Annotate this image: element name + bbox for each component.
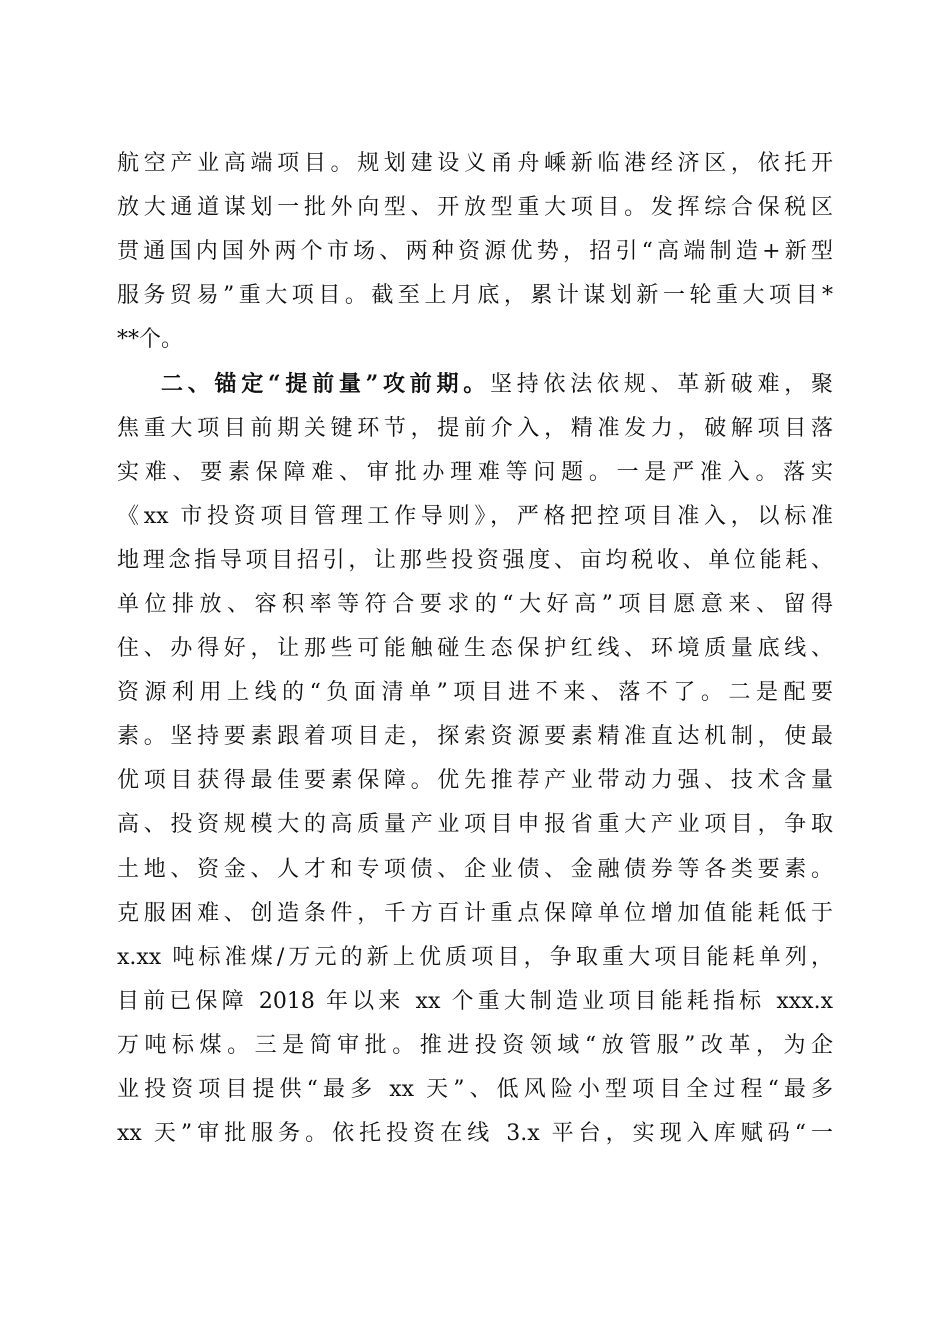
paragraph-1-line-2: 放大通道谋划一批外向型、开放型重大项目。发挥综合保税区 [117, 195, 833, 221]
paragraph-2-line: 实难、要素保障难、审批办理难等问题。一是严准入。落实 [117, 459, 833, 485]
paragraph-2-line: 单位排放、容积率等符合要求的“大好高”项目愿意来、留得 [117, 591, 833, 617]
paragraph-1-line-4: 服务贸易”重大项目。截至上月底，累计谋划新一轮重大项目* [117, 283, 833, 309]
paragraph-2-line: 素。坚持要素跟着项目走，探索资源要素精准直达机制，使最 [117, 724, 833, 750]
paragraph-1-line-3: 贯通国内国外两个市场、两种资源优势，招引“高端制造+新型 [117, 239, 833, 265]
paragraph-2-line: 《xx 市投资项目管理工作导则》，严格把控项目准入，以标准 [117, 503, 833, 529]
paragraph-2-line: 万吨标煤。三是简审批。推进投资领域“放管服”改革，为企 [117, 1032, 833, 1058]
section-heading: 二、锚定“提前量”攻前期。 [161, 371, 491, 398]
paragraph-2-line: x.xx 吨标准煤/万元的新上优质项目，争取重大项目能耗单列， [117, 944, 833, 970]
paragraph-2-line: 业投资项目提供“最多 xx 天”、低风险小型项目全过程“最多 [117, 1076, 833, 1102]
paragraph-2-first-line [117, 362, 833, 406]
paragraph-2-line: 资源利用上线的“负面清单”项目进不来、落不了。二是配要 [117, 680, 833, 706]
paragraph-2-line: 焦重大项目前期关键环节，提前介入，精准发力，破解项目落 [117, 415, 833, 441]
paragraph-2-line: 目前已保障 2018 年以来 xx 个重大制造业项目能耗指标 xxx.x [117, 988, 833, 1014]
paragraph-2-line: 高、投资规模大的高质量产业项目申报省重大产业项目，争取 [117, 812, 833, 838]
paragraph-2-line: 土地、资金、人才和专项债、企业债、金融债券等各类要素。 [117, 856, 833, 882]
paragraph-2-line: xx 天”审批服务。依托投资在线 3.x 平台，实现入库赋码“一 [117, 1121, 833, 1147]
paragraph-1-line-5: **个。 [117, 327, 184, 353]
paragraph-2-line: 住、办得好，让那些可能触碰生态保护红线、环境质量底线、 [117, 636, 833, 662]
paragraph-1-line-1: 航空产业高端项目。规划建设义甬舟嵊新临港经济区，依托开 [117, 151, 833, 176]
paragraph-2-first-line-text: 坚持依法依规、革新破难，聚 [490, 372, 833, 398]
paragraph-2-line: 克服困难、创造条件，千方百计重点保障单位增加值能耗低于 [117, 900, 833, 926]
paragraph-2-line: 优项目获得最佳要素保障。优先推荐产业带动力强、技术含量 [117, 768, 833, 794]
paragraph-2-line: 地理念指导项目招引，让那些投资强度、亩均税收、单位能耗、 [117, 547, 833, 573]
document-body [117, 142, 833, 1156]
